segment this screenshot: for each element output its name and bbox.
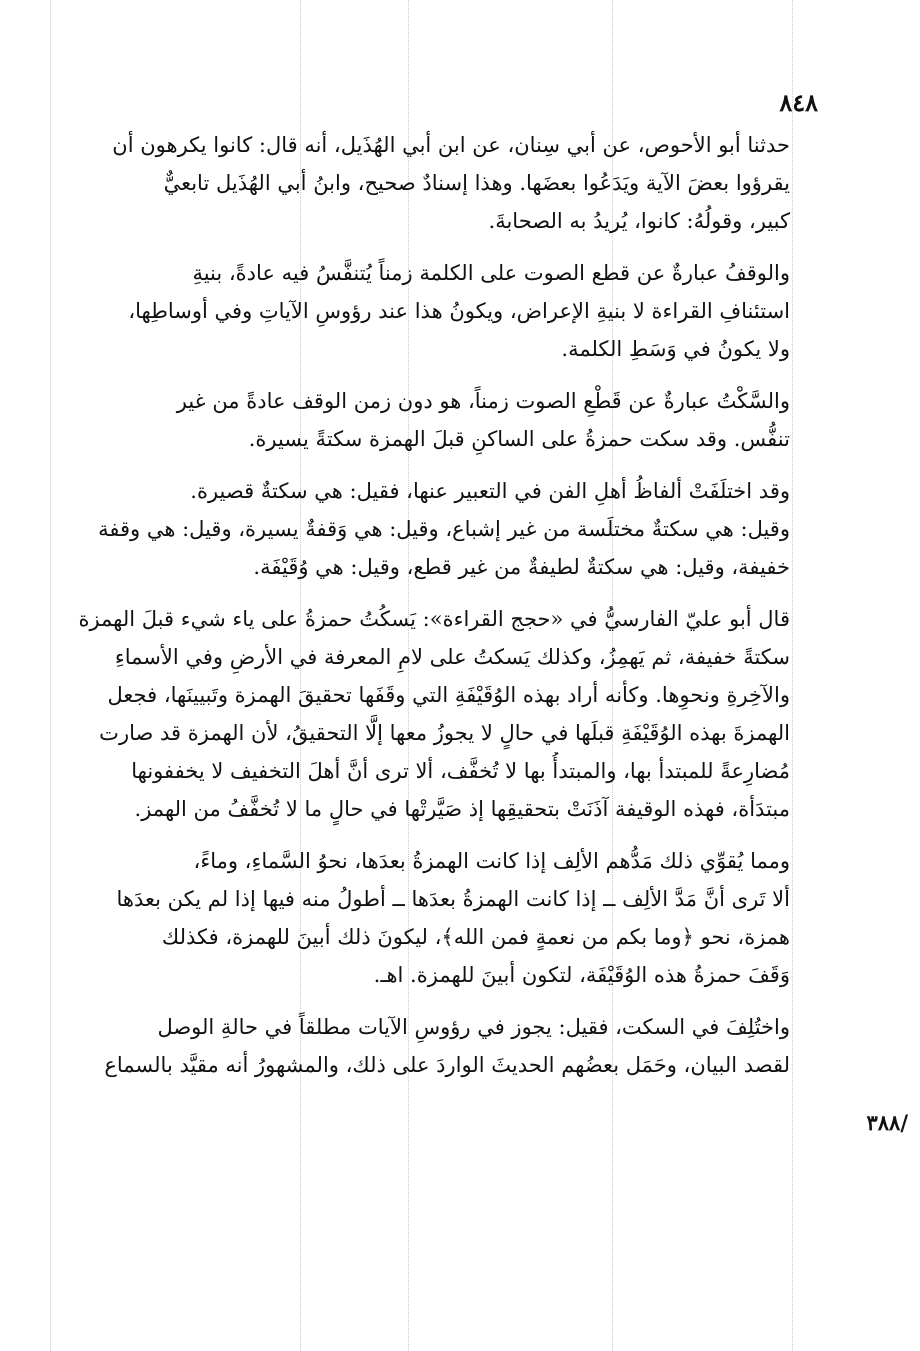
paragraph bbox=[50, 472, 790, 586]
text-line: ألا تَرى أنَّ مَدَّ الألِف ــ إذا كانت الهمزةُ بعدَها ــ أطولُ منه فيها إذا لم يكن بعدَها bbox=[116, 887, 790, 911]
text-line: حدثنا أبو الأحوص، عن أبي سِنان، عن ابن أبي الهُذَيل، أنه قال: كانوا يكرهون أن bbox=[112, 133, 790, 157]
text-line: خفيفة، وقيل: هي سكتةٌ لطيفةٌ من غير قطع، وقيل: هي وُقَيْفَة. bbox=[253, 555, 790, 579]
paragraph bbox=[50, 600, 790, 828]
text-line: والآخِرةِ ونحوِها. وكأنه أراد بهذه الوُقَيْفَةِ التي وقَفَها تحقيقَ الهمزة وتَبيينَها، فجعل bbox=[107, 683, 790, 707]
text-line: مبتدَأة، فهذه الوقيفة آذَنَتْ بتحقيقِها إذ صَيَّرتْها في حالٍ ما لا تُخفَّفُ من الهمز. bbox=[134, 797, 790, 821]
text-line: مُضارِعةً للمبتدأ بها، والمبتدأُ بها لا تُخفَّف، ألا ترى أنَّ أهلَ التخفيف لا يخففونها bbox=[131, 759, 790, 783]
paragraph bbox=[50, 842, 790, 994]
text-line: لقصد البيان، وحَمَل بعضُهم الحديثَ الواردَ على ذلك، والمشهورُ أنه مقيَّد بالسماع bbox=[104, 1053, 790, 1077]
body-text bbox=[50, 126, 790, 1098]
text-line: والسَّكْتُ عبارةٌ عن قَطْعِ الصوت زمناً، هو دون زمن الوقف عادةً من غير bbox=[176, 389, 790, 413]
text-line: ومما يُقوِّي ذلك مَدُّهم الألِف إذا كانت الهمزةُ بعدَها، نحوُ السَّماءِ، وماءً، bbox=[193, 849, 790, 873]
paragraph bbox=[50, 382, 790, 458]
paragraph bbox=[50, 1008, 790, 1084]
text-line: همزة، نحو ﴿وما بكم من نعمةٍ فمن الله﴾، ليكونَ ذلك أبينَ للهمزة، فكذلك bbox=[161, 925, 790, 949]
text-line: استئنافِ القراءة لا بنيةِ الإعراض، ويكونُ هذا عند رؤوسِ الآياتِ وفي أوساطِها، bbox=[128, 299, 790, 323]
margin-note: /٣٨٨ bbox=[866, 1110, 908, 1135]
text-line: ولا يكونُ في وَسَطِ الكلمة. bbox=[561, 337, 790, 361]
text-line: تنفُّس. وقد سكت حمزةُ على الساكنِ قبلَ الهمزة سكتةً يسيرة. bbox=[248, 427, 790, 451]
text-line: والوقفُ عبارةٌ عن قطع الصوت على الكلمة زمناً يُتنفَّسُ فيه عادةً، بنيةِ bbox=[192, 261, 790, 285]
paragraph bbox=[50, 126, 790, 240]
page-number: ٨٤٨ bbox=[779, 88, 818, 117]
text-line: يقرؤوا بعضَ الآية ويَدَعُوا بعضَها. وهذا إسنادٌ صحيح، وابنُ أبي الهُذَيل تابعيٌّ bbox=[163, 171, 790, 195]
text-line: وقيل: هي سكتةٌ مختلَسة من غير إشباع، وقيل: هي وَقفةٌ يسيرة، وقيل: هي وقفة bbox=[98, 517, 790, 541]
ruling-line-right bbox=[792, 0, 793, 1351]
text-line: كبير، وقولُهُ: كانوا، يُريدُ به الصحابةَ. bbox=[488, 209, 790, 233]
text-line: واختُلِفَ في السكت، فقيل: يجوز في رؤوسِ الآيات مطلقاً في حالةِ الوصل bbox=[157, 1015, 790, 1039]
text-line: سكتةً خفيفة، ثم يَهمِزُ، وكذلك يَسكتُ على لامِ المعرفة في الأرضِ وفي الأسماءِ bbox=[114, 645, 790, 669]
text-line: وقد اختلَفَتْ ألفاظُ أهلِ الفن في التعبير عنها، فقيل: هي سكتةٌ قصيرة. bbox=[190, 479, 790, 503]
paragraph bbox=[50, 254, 790, 368]
text-line: الهمزةَ بهذه الوُقَيْفَةِ قبلَها في حالٍ لا يجوزُ معها إلَّا التحقيقُ، لأن الهمزة قد صارت bbox=[99, 721, 790, 745]
text-line: قال أبو عليّ الفارسيُّ في «حجج القراءة»: يَسكُتُ حمزةُ على ياء شيء قبلَ الهمزة bbox=[78, 607, 790, 631]
text-line: وَقَفَ حمزةُ هذه الوُقَيْفَة، لتكون أبينَ للهمزة. اهـ. bbox=[373, 963, 790, 987]
